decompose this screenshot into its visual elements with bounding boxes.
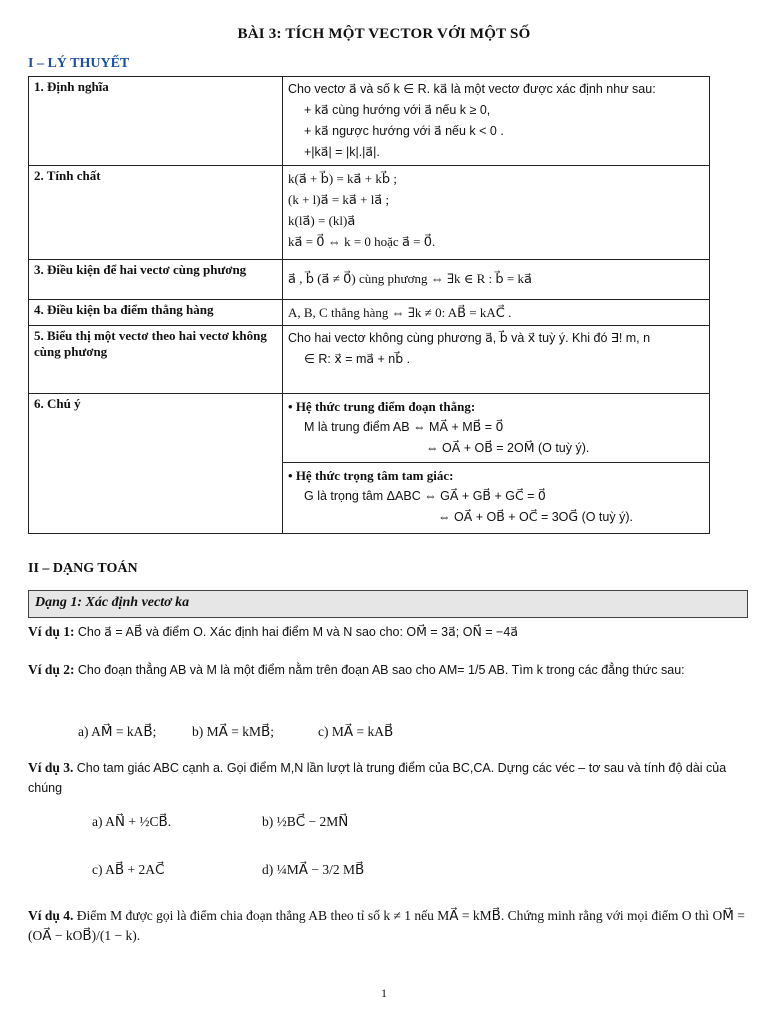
note-line: ⇔ OA⃗ + OB⃗ = 2OM⃗ (O tuỳ ý).: [426, 441, 590, 455]
collinear-line: A, B, C thẳng hàng ⇔ ∃k ≠ 0: AB⃗ = kAC⃗ .: [288, 305, 512, 320]
example-4: Ví dụ 4. Điểm M được gọi là điểm chia đoạn thẳng AB theo tỉ số k ≠ 1 nếu MA⃗ = kMB⃗. Chứng minh rằng với mọi điểm O thì OM⃗ = (OA⃗ − kOB⃗)/(1 − k).: [28, 908, 745, 943]
example-2-b: b) MA⃗ = kMB⃗;: [192, 724, 274, 739]
dang-1-box: Dạng 1: Xác định vectơ ka⃗: [28, 590, 748, 618]
note-line: ⇔ OA⃗ + OB⃗ + OC⃗ = 3OG⃗ (O tuỳ ý).: [438, 510, 633, 524]
decomposition-line: ∈ R: x⃗ = ma⃗ + nb⃗ .: [304, 352, 411, 366]
page-title: BÀI 3: TÍCH MỘT VECTOR VỚI MỘT SỐ: [237, 26, 531, 42]
example-3-b: b) ½BC⃗ − 2MN⃗: [262, 814, 349, 829]
note-line: G là trọng tâm ΔABC ⇔ GA⃗ + GB⃗ + GC⃗ = 0⃗: [304, 489, 546, 503]
definition-line: Cho vectơ a⃗ và số k ∈ R. ka⃗ là một vectơ được xác định như sau:: [288, 82, 656, 96]
example-1: Ví dụ 1: Cho a⃗ = AB⃗ và điểm O. Xác định hai điểm M và N sao cho: OM⃗ = 3a⃗; ON⃗ = −4a⃗: [28, 624, 518, 639]
table-row: [29, 166, 710, 260]
row-label: 1. Định nghĩa: [29, 77, 283, 166]
example-2-c: c) MA⃗ = kAB⃗: [318, 724, 394, 739]
note-heading: • Hệ thức trọng tâm tam giác:: [288, 468, 454, 483]
property-line: (k + l)a⃗ = ka⃗ + la⃗ ;: [288, 192, 390, 207]
row-label: 6. Chú ý: [29, 394, 283, 534]
row-label: 3. Điều kiện để hai vectơ cùng phương: [29, 260, 283, 300]
row-label: 5. Biểu thị một vectơ theo hai vectơ không cùng phương: [29, 326, 283, 394]
table-row: [29, 77, 710, 166]
example-3: Ví dụ 3. Cho tam giác ABC cạnh a. Gọi điểm M,N lần lượt là trung điểm của BC,CA. Dựng các véc – tơ sau và tính độ dài của chúng: [28, 760, 727, 795]
table-row: [29, 394, 710, 534]
example-2: Ví dụ 2: Cho đoạn thẳng AB và M là một điểm nằm trên đoạn AB sao cho AM= 1/5 AB. Tìm k trong các đẳng thức sau:: [28, 662, 685, 677]
table-row: [29, 300, 710, 326]
example-3-c: c) AB⃗ + 2AC⃗: [92, 862, 165, 877]
page-number: 1: [381, 986, 387, 1000]
note-heading: • Hệ thức trung điểm đoạn thẳng:: [288, 399, 476, 414]
row-label: 4. Điều kiện ba điểm thẳng hàng: [29, 300, 283, 326]
definition-line: + ka⃗ cùng hướng với a⃗ nếu k ≥ 0,: [304, 103, 491, 117]
table-row: [29, 260, 710, 300]
section-exercises-heading: II – DẠNG TOÁN: [28, 561, 138, 576]
property-line: k(a⃗ + b⃗) = ka⃗ + kb⃗ ;: [288, 171, 397, 186]
table-row: [29, 326, 710, 394]
note-line: M là trung điểm AB ⇔ MA⃗ + MB⃗ = 0⃗: [304, 420, 504, 434]
definition-line: + ka⃗ ngược hướng với a⃗ nếu k < 0 .: [304, 124, 504, 138]
row-label: 2. Tính chất: [29, 166, 283, 260]
section-theory-heading: I – LÝ THUYẾT: [28, 56, 130, 71]
theory-table: [28, 76, 710, 534]
definition-line: +|ka⃗| = |k|.|a⃗|.: [304, 145, 380, 159]
decomposition-line: Cho hai vectơ không cùng phương a⃗, b⃗ và x⃗ tuỳ ý. Khi đó ∃! m, n: [288, 331, 651, 345]
property-line: k(la⃗) = (kl)a⃗: [288, 213, 356, 228]
example-3-d: d) ¼MA⃗ − 3/2 MB⃗: [262, 862, 365, 877]
example-2-a: a) AM⃗ = kAB⃗;: [78, 724, 157, 739]
example-3-a: a) AN⃗ + ½CB⃗.: [92, 814, 172, 829]
property-line: ka⃗ = 0⃗ ⇔ k = 0 hoặc a⃗ = 0⃗.: [288, 234, 436, 249]
condition-line: a⃗ , b⃗ (a⃗ ≠ 0⃗) cùng phương ⇔ ∃k ∈ R : b⃗ = ka⃗: [288, 271, 532, 286]
